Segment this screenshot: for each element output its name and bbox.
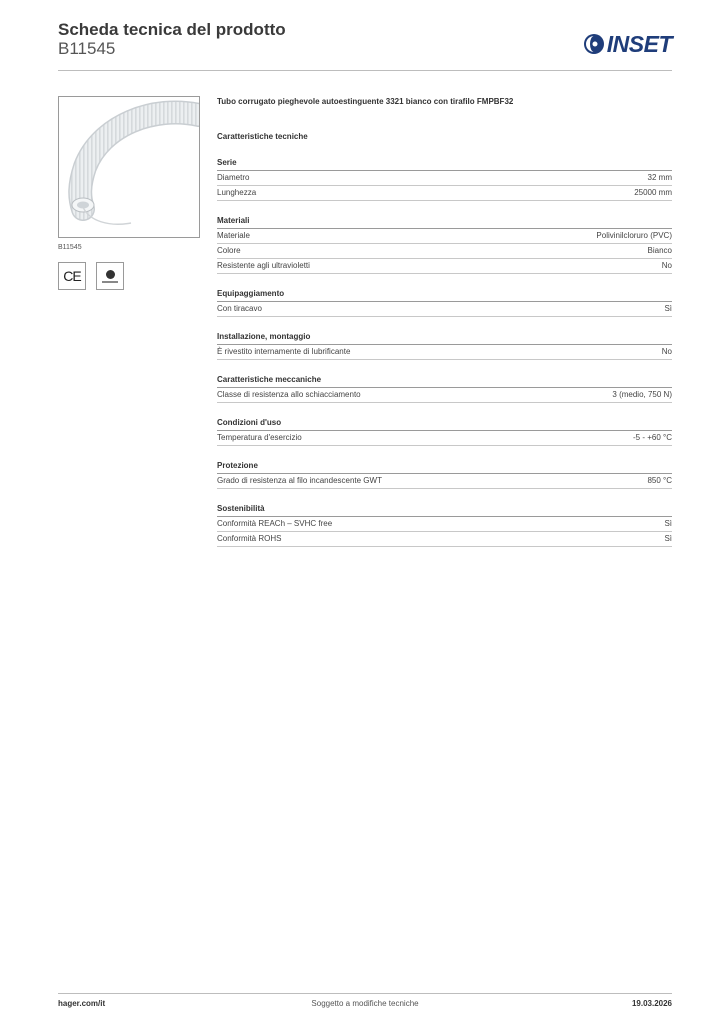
section-title: Serie	[217, 157, 672, 171]
page-title: Scheda tecnica del prodotto	[58, 20, 286, 39]
spec-value: 850 °C	[647, 476, 672, 485]
spec-label: Resistente agli ultravioletti	[217, 261, 310, 270]
spec-label: Lunghezza	[217, 188, 257, 197]
spec-label: Grado di resistenza al filo incandescente GWT	[217, 476, 382, 485]
section-title: Caratteristiche meccaniche	[217, 374, 672, 388]
product-code: B11545	[58, 39, 116, 58]
spec-value: 3 (medio, 750 N)	[612, 390, 672, 399]
spec-section	[217, 331, 672, 360]
spec-label: Materiale	[217, 231, 250, 240]
spec-row	[217, 259, 672, 274]
spec-value: Bianco	[647, 246, 672, 255]
section-title: Condizioni d'uso	[217, 417, 672, 431]
spec-content	[217, 96, 672, 547]
spec-row	[217, 517, 672, 532]
spec-section	[217, 215, 672, 274]
spec-label: Classe di resistenza allo schiacciamento	[217, 390, 361, 399]
spec-row	[217, 302, 672, 317]
spec-row	[217, 431, 672, 446]
spec-section	[217, 503, 672, 547]
spec-value: -5 - +60 °C	[633, 433, 672, 442]
section-title: Protezione	[217, 460, 672, 474]
spec-label: Diametro	[217, 173, 250, 182]
spec-section	[217, 417, 672, 446]
spec-value: Sì	[664, 304, 672, 313]
product-image	[58, 96, 200, 238]
spec-value: No	[661, 261, 672, 270]
spec-row	[217, 345, 672, 360]
spec-row	[217, 474, 672, 489]
section-title: Installazione, montaggio	[217, 331, 672, 345]
spec-section	[217, 460, 672, 489]
spec-section	[217, 157, 672, 201]
main-section-title: Caratteristiche tecniche	[217, 132, 308, 141]
section-title: Materiali	[217, 215, 672, 229]
spec-label: Temperatura d'esercizio	[217, 433, 302, 442]
footer-date: 19.03.2026	[631, 999, 672, 1008]
spec-row	[217, 186, 672, 201]
spec-label: Colore	[217, 246, 241, 255]
imq-mark-badge	[96, 262, 124, 290]
logo-swirl-icon	[583, 33, 605, 55]
spec-value: 25000 mm	[634, 188, 672, 197]
spec-value: 32 mm	[647, 173, 672, 182]
spec-row	[217, 171, 672, 186]
spec-label: Conformità ROHS	[217, 534, 282, 543]
spec-label: Con tiracavo	[217, 304, 262, 313]
inset-logo	[583, 32, 672, 56]
spec-row	[217, 229, 672, 244]
spec-row	[217, 532, 672, 547]
footer-website: hager.com/it	[58, 999, 106, 1008]
spec-value: No	[661, 347, 672, 356]
ce-mark-icon: CE	[63, 268, 81, 284]
spec-section	[217, 374, 672, 403]
image-caption: B11545	[58, 244, 82, 251]
imq-mark-icon	[102, 270, 118, 283]
page-header	[58, 20, 672, 71]
section-title: Sostenibilità	[217, 503, 672, 517]
page-footer	[58, 993, 672, 1008]
product-description: Tubo corrugato pieghevole autoestinguente 3321 bianco con tirafilo FMPBF32	[217, 97, 514, 106]
spec-label: Conformità REACh – SVHC free	[217, 519, 333, 528]
footer-note: Soggetto a modifiche tecniche	[311, 999, 419, 1008]
spec-label: È rivestito internamente di lubrificante	[217, 347, 351, 356]
spec-row	[217, 388, 672, 403]
spec-row	[217, 244, 672, 259]
spec-value: Polivinilcloruro (PVC)	[596, 231, 672, 240]
spec-value: Sì	[664, 534, 672, 543]
logo-text: INSET	[606, 31, 672, 57]
ce-mark-badge	[58, 262, 86, 290]
spec-value: Sì	[664, 519, 672, 528]
section-title: Equipaggiamento	[217, 288, 672, 302]
spec-section	[217, 288, 672, 317]
